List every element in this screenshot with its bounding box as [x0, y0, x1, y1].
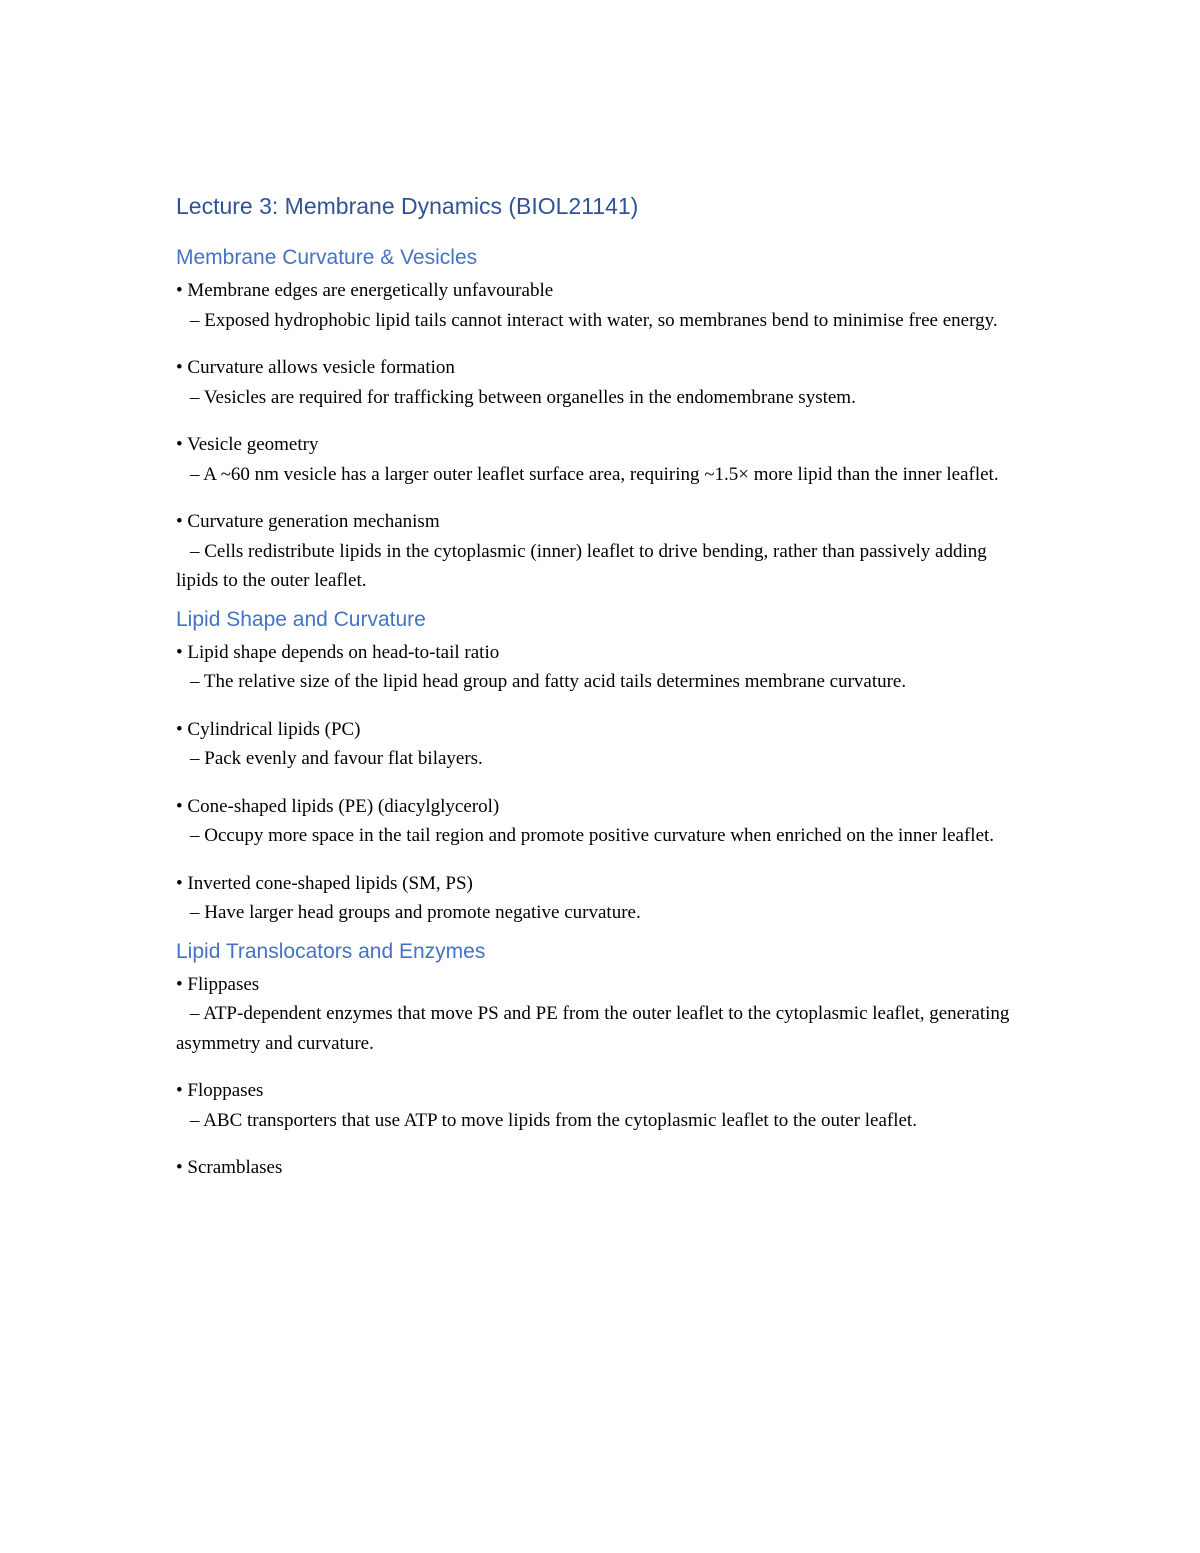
document-page	[176, 190, 1026, 1193]
list-item	[176, 869, 1026, 928]
bullet-point: Vesicle geometry	[187, 434, 319, 455]
dash-icon: –	[190, 463, 200, 485]
list-item	[176, 970, 1026, 1059]
bullet-detail: Exposed hydrophobic lipid tails cannot interact with water, so membranes bend to minimise free energy.	[204, 309, 998, 331]
bullet-icon: •	[176, 434, 183, 455]
section-membrane-curvature	[176, 244, 1026, 596]
list-item	[176, 1076, 1026, 1135]
bullet-point: Inverted cone-shaped lipids (SM, PS)	[187, 872, 473, 894]
bullet-icon: •	[176, 1080, 183, 1101]
bullet-detail: ABC transporters that use ATP to move lipids from the cytoplasmic leaflet to the outer leaflet.	[203, 1109, 917, 1131]
bullet-point: Curvature generation mechanism	[187, 511, 440, 532]
dash-icon: –	[190, 825, 200, 846]
section-heading: Membrane Curvature & Vesicles	[176, 246, 478, 269]
dash-icon: –	[190, 1109, 200, 1131]
bullet-icon: •	[176, 280, 183, 301]
bullet-point: Cylindrical lipids (PC)	[187, 718, 361, 740]
list-item	[176, 430, 1026, 489]
dash-icon: –	[190, 902, 200, 923]
dash-icon: –	[190, 748, 200, 769]
list-item	[176, 276, 1026, 335]
list-item	[176, 792, 1026, 851]
bullet-point: Scramblases	[187, 1157, 283, 1178]
bullet-detail: Have larger head groups and promote negative curvature.	[204, 902, 641, 923]
bullet-icon: •	[176, 795, 183, 817]
list-item	[176, 353, 1026, 412]
bullet-detail: Pack evenly and favour flat bilayers.	[204, 748, 483, 769]
bullet-point: Membrane edges are energetically unfavourable	[187, 280, 554, 301]
list-item	[176, 638, 1026, 697]
section-lipid-shape	[176, 606, 1026, 928]
dash-icon: –	[190, 309, 200, 331]
bullet-point: Lipid shape depends on head-to-tail ratio	[187, 641, 500, 663]
bullet-icon: •	[176, 357, 183, 378]
section-lipid-translocators	[176, 938, 1026, 1183]
dash-icon: –	[190, 540, 200, 562]
bullet-icon: •	[176, 511, 183, 532]
bullet-point: Floppases	[187, 1080, 264, 1101]
bullet-detail: Vesicles are required for trafficking between organelles in the endomembrane system.	[203, 386, 856, 408]
list-item	[176, 1153, 1026, 1183]
bullet-icon: •	[176, 872, 183, 894]
bullet-icon: •	[176, 641, 183, 663]
bullet-detail: A ~60 nm vesicle has a larger outer leaflet surface area, requiring ~1.5× more lipid than the inner leaflet.	[203, 463, 999, 485]
bullet-icon: •	[176, 1157, 183, 1178]
bullet-detail: Occupy more space in the tail region and promote positive curvature when enriched on the inner leaflet.	[204, 825, 995, 846]
dash-icon: –	[190, 1003, 200, 1024]
page-title: Lecture 3: Membrane Dynamics (BIOL21141)	[176, 193, 639, 219]
bullet-detail: Cells redistribute lipids in the cytoplasmic (inner) leaflet to drive bending, rather than passively adding lipids to the outer leaflet.	[176, 540, 987, 591]
list-item	[176, 715, 1026, 774]
bullet-point: Curvature allows vesicle formation	[187, 357, 455, 378]
bullet-point: Flippases	[187, 973, 260, 995]
section-heading: Lipid Shape and Curvature	[176, 607, 426, 631]
bullet-icon: •	[176, 973, 183, 995]
bullet-detail: The relative size of the lipid head group and fatty acid tails determines membrane curvature.	[203, 671, 907, 692]
bullet-detail: ATP-dependent enzymes that move PS and PE from the outer leaflet to the cytoplasmic leaflet, generating asymmetry and curvature.	[176, 1003, 1010, 1054]
list-item	[176, 507, 1026, 596]
dash-icon: –	[190, 671, 200, 692]
bullet-icon: •	[176, 718, 183, 740]
dash-icon: –	[190, 386, 200, 408]
section-heading: Lipid Translocators and Enzymes	[176, 939, 486, 963]
bullet-point: Cone-shaped lipids (PE) (diacylglycerol)	[187, 795, 500, 817]
